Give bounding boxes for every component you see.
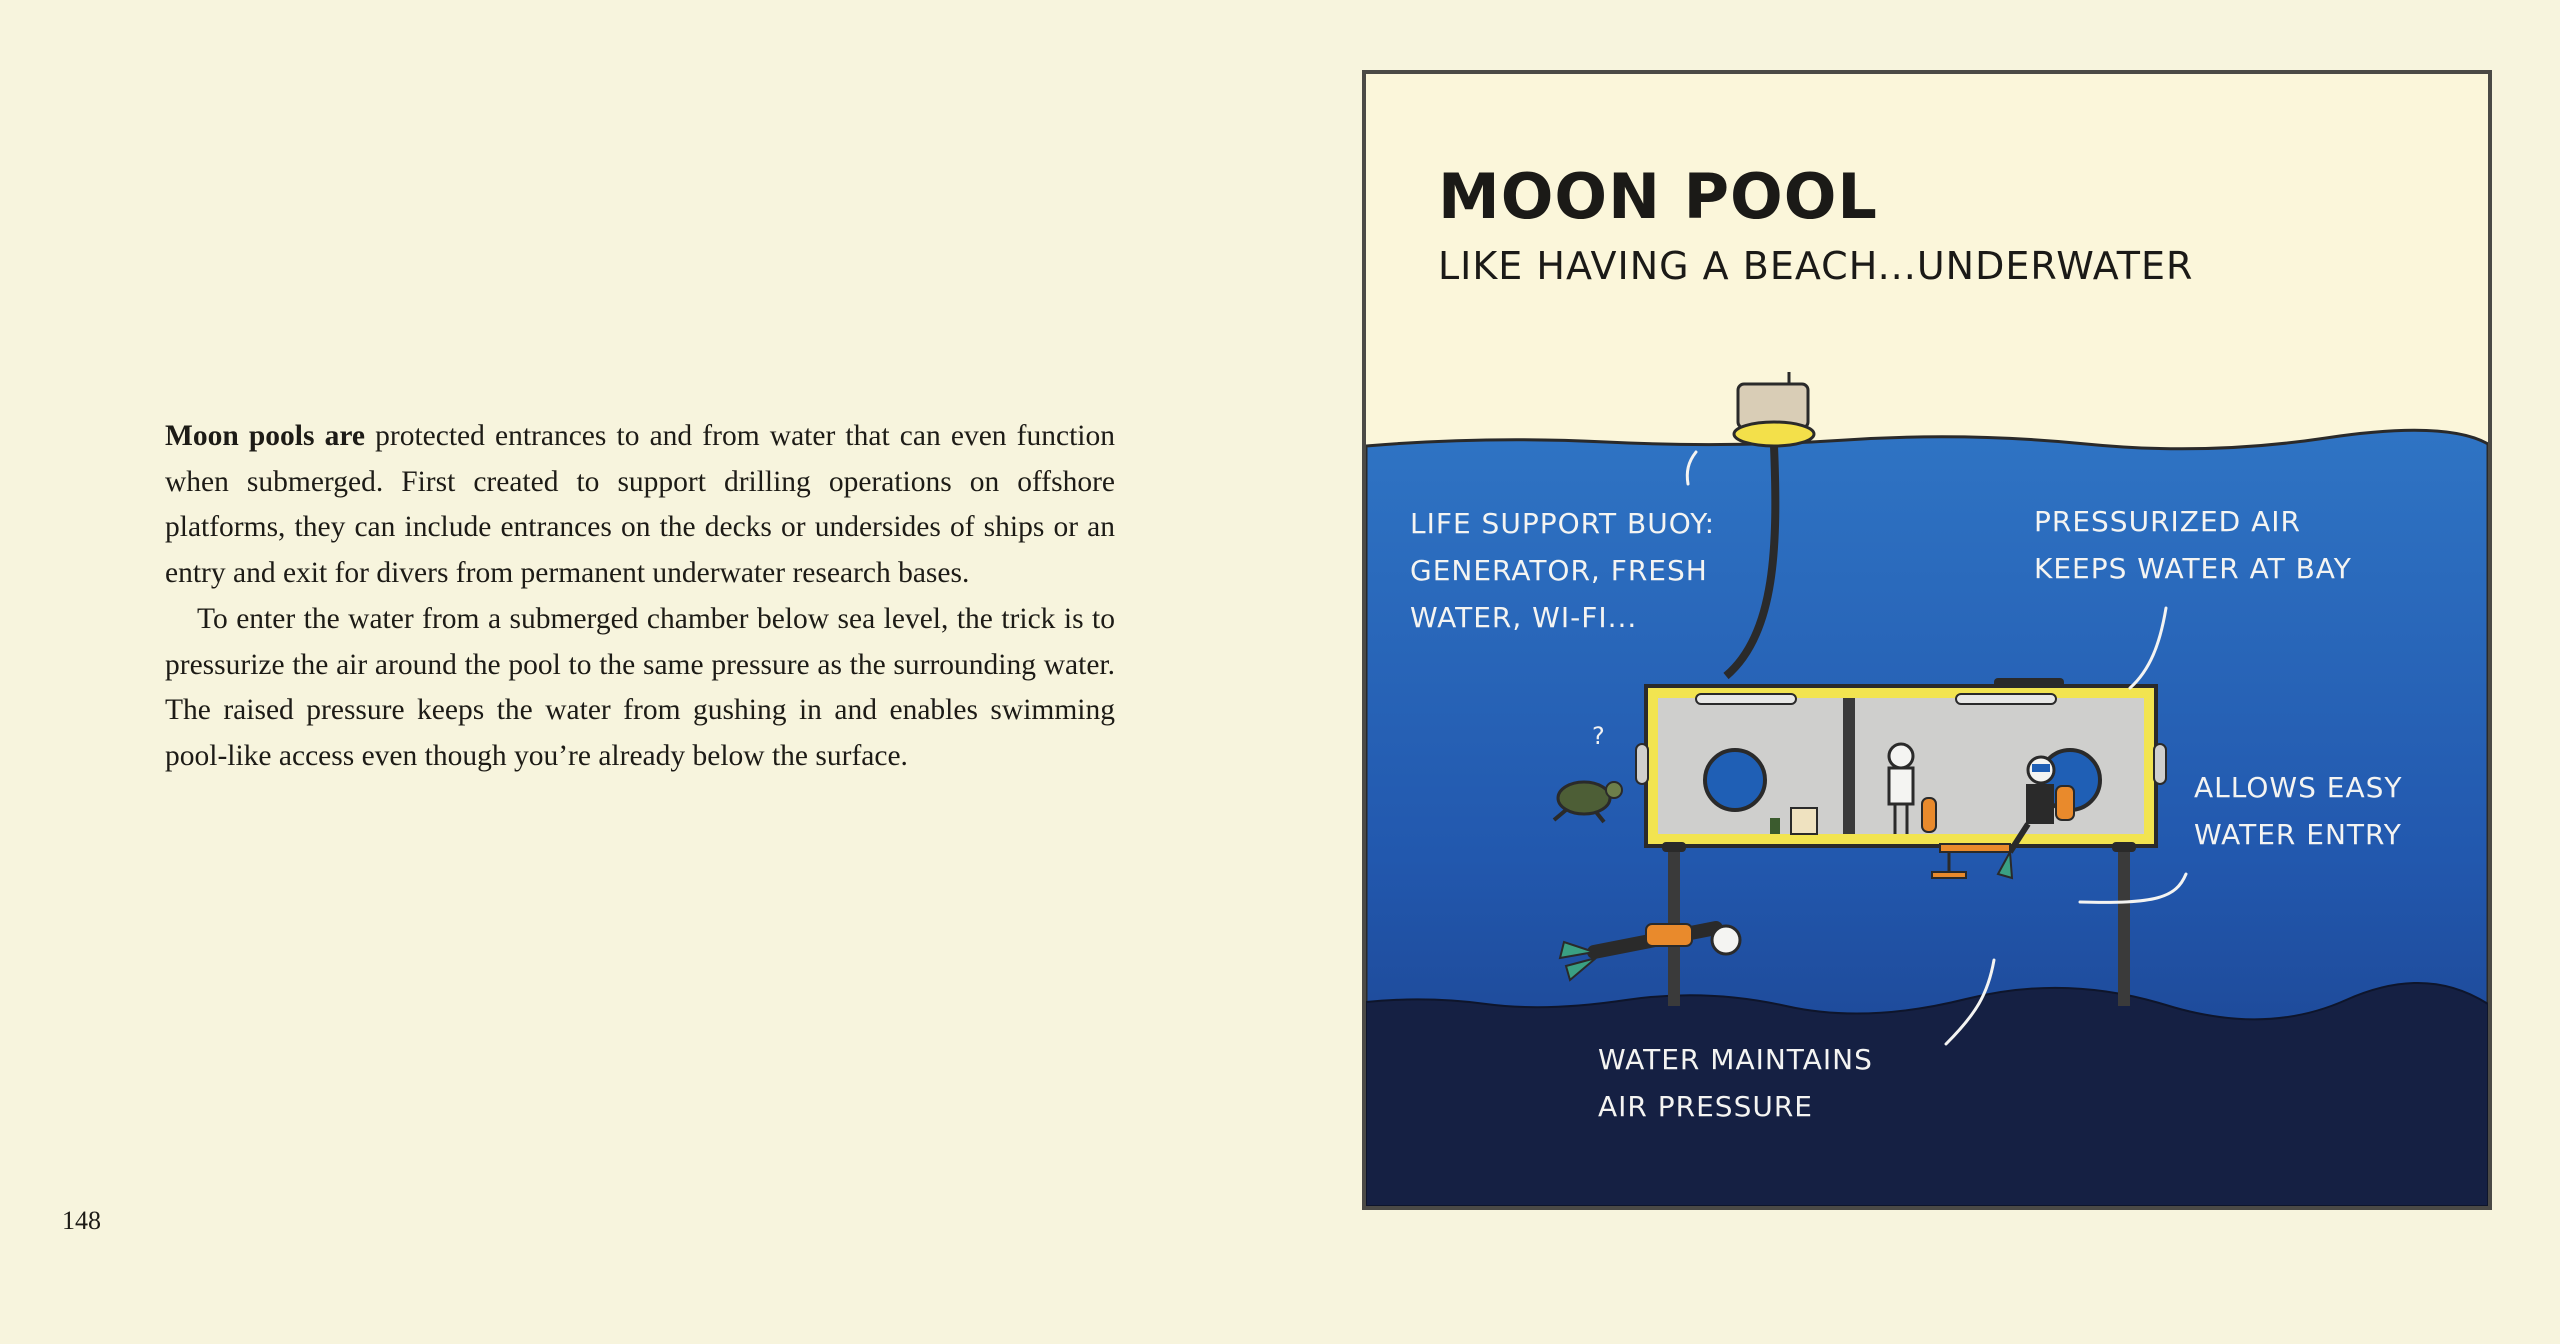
label-line: KEEPS WATER AT BAY: [2034, 552, 2352, 585]
label-line: WATER ENTRY: [2194, 818, 2402, 851]
label-line: ALLOWS EASY: [2194, 771, 2403, 804]
label-buoy: [1410, 500, 1715, 641]
body-text: [165, 414, 1115, 780]
question-mark: ?: [1592, 722, 1605, 750]
paragraph-2: To enter the water from a submerged chamber below sea level, the trick is to pressurize the air around the pool to the same pressure as the surrounding water. The raised pressure keeps the water from gushing in and enables swimming pool-like access even though you’re already below the surface.: [165, 602, 1115, 772]
paragraph-1-lead: Moon pools are: [165, 420, 365, 452]
left-page: [0, 0, 1280, 1280]
paragraph-1-text: protected entrances to and from water that can even function when submerged. First created to support drilling operations on offshore platforms, they can include entrances on the decks or undersides of ships or an entry and exit for divers from permanent underwater research bases.: [165, 420, 1115, 590]
label-line: PRESSURIZED AIR: [2034, 505, 2301, 538]
label-line: GENERATOR, FRESH: [1410, 554, 1708, 587]
label-line: WATER, WI-FI...: [1410, 601, 1638, 634]
label-line: WATER MAINTAINS: [1598, 1043, 1873, 1076]
page-number: 148: [62, 1206, 101, 1235]
illustration-title: MOON POOL: [1438, 160, 1878, 233]
label-line: LIFE SUPPORT BUOY:: [1410, 507, 1716, 540]
seabed: [1366, 983, 2488, 1206]
label-pressurized-air: [2034, 498, 2352, 592]
moon-pool-illustration: [1362, 70, 2492, 1210]
illustration-subtitle: LIKE HAVING A BEACH...UNDERWATER: [1438, 244, 2194, 288]
label-easy-entry: [2194, 764, 2402, 858]
label-line: AIR PRESSURE: [1598, 1090, 1813, 1123]
paragraph-1: [165, 414, 1115, 597]
label-water-pressure: [1598, 1036, 1873, 1130]
